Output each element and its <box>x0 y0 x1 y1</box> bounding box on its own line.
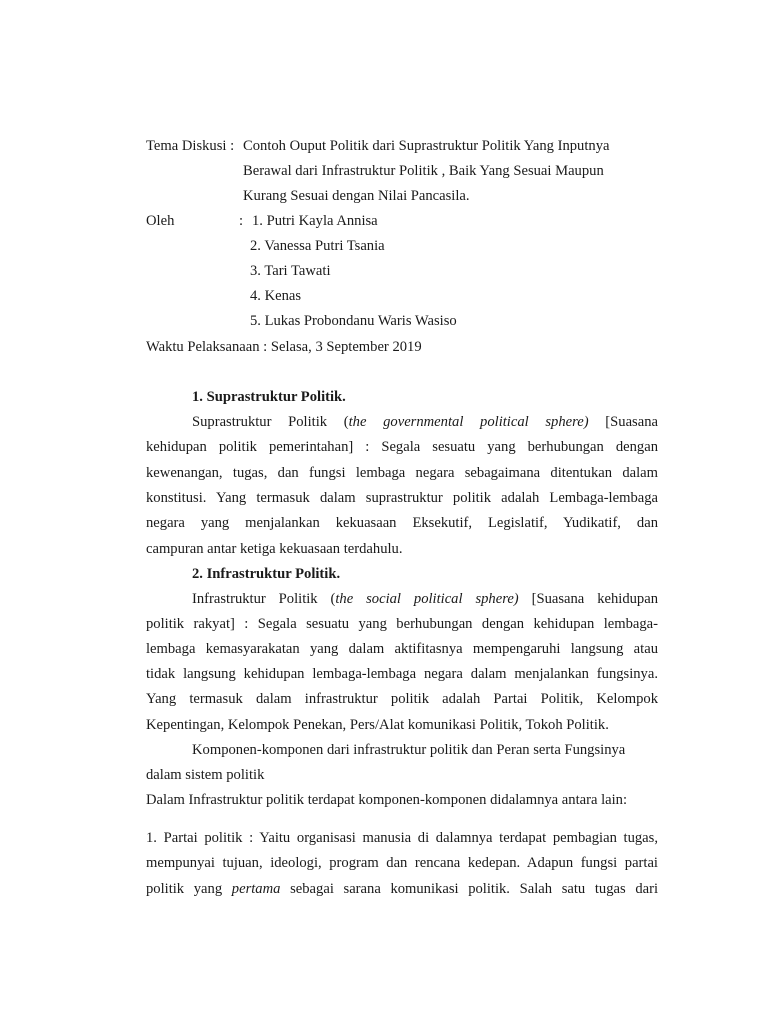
tema-line-2: Berawal dari Infrastruktur Politik , Baik Yang Sesuai Maupun <box>243 163 604 179</box>
section1-paragraph-line-1 <box>192 413 658 431</box>
oleh-label: Oleh <box>146 213 175 229</box>
member-4: 4. Kenas <box>250 288 302 304</box>
member-5: 5. Lukas Probondanu Waris Wasiso <box>250 313 457 329</box>
tema-line-3: Kurang Sesuai dengan Nilai Pancasila. <box>243 188 470 204</box>
partai-line-3 <box>146 880 658 898</box>
section2-text-b: [Suasana kehidupan <box>518 591 658 607</box>
tema-label: Tema Diskusi : <box>146 138 235 154</box>
member-2: 2. Vanessa Putri Tsania <box>250 238 385 254</box>
section1-line-4: konstitusi. Yang termasuk dalam suprastruktur politik adalah Lembaga-lembaga <box>146 490 658 506</box>
partai-line-3-a: politik yang <box>146 881 232 897</box>
section2-heading: 2. Infrastruktur Politik. <box>192 566 341 582</box>
tema-line-1: Contoh Ouput Politik dari Suprastruktur Politik Yang Inputnya <box>243 138 610 154</box>
section2-paragraph-line-1 <box>192 590 658 608</box>
oleh-colon: : <box>239 213 244 229</box>
section1-line-5: negara yang menjalankan kekuasaan Eksekutif, Legislatif, Yudikatif, dan <box>146 515 658 531</box>
section1-italic-term: the governmental political sphere) <box>348 414 589 430</box>
section2-line-2: politik rakyat] : Segala sesuatu yang berhubungan dengan kehidupan lembaga- <box>146 616 658 632</box>
partai-line-2: mempunyai tujuan, ideologi, program dan rencana kedepan. Adapun fungsi partai <box>146 855 658 871</box>
section2-text-a: Infrastruktur Politik ( <box>192 591 336 607</box>
section2-italic-term: the social political sphere) <box>335 591 519 607</box>
section2-line-5: Yang termasuk dalam infrastruktur politik adalah Partai Politik, Kelompok <box>146 691 658 707</box>
section1-heading: 1. Suprastruktur Politik. <box>192 389 346 405</box>
member-1: 1. Putri Kayla Annisa <box>252 213 378 229</box>
section2-line-3: lembaga kemasyarakatan yang dalam aktifitasnya mempengaruhi langsung atau <box>146 641 658 657</box>
section1-line-3: kewenangan, tugas, dan fungsi lembaga negara sebagaimana ditentukan dalam <box>146 465 658 481</box>
partai-italic-pertama: pertama <box>231 881 281 897</box>
dalam-infrastruktur-line: Dalam Infrastruktur politik terdapat komponen-komponen didalamnya antara lain: <box>146 792 628 808</box>
member-3: 3. Tari Tawati <box>250 263 331 279</box>
partai-line-1: 1. Partai politik : Yaitu organisasi manusia di dalamnya terdapat pembagian tugas, <box>146 830 658 846</box>
section1-text-a: Suprastruktur Politik ( <box>192 414 349 430</box>
section1-line-2: kehidupan politik pemerintahan] : Segala sesuatu yang berhubungan dengan <box>146 439 658 455</box>
waktu-pelaksanaan: Waktu Pelaksanaan : Selasa, 3 September 2019 <box>146 339 422 355</box>
komponen-line-2: dalam sistem politik <box>146 767 265 783</box>
partai-line-3-b: sebagai sarana komunikasi politik. Salah satu tugas dari <box>280 881 659 897</box>
komponen-line-1: Komponen-komponen dari infrastruktur politik dan Peran serta Fungsinya <box>192 742 626 758</box>
section2-line-4: tidak langsung kehidupan lembaga-lembaga negara dalam menjalankan fungsinya. <box>146 666 658 682</box>
section2-line-6: Kepentingan, Kelompok Penekan, Pers/Alat komunikasi Politik, Tokoh Politik. <box>146 717 609 733</box>
section1-line-6: campuran antar ketiga kekuasaan terdahulu. <box>146 541 403 557</box>
section1-text-b: [Suasana <box>588 414 658 430</box>
